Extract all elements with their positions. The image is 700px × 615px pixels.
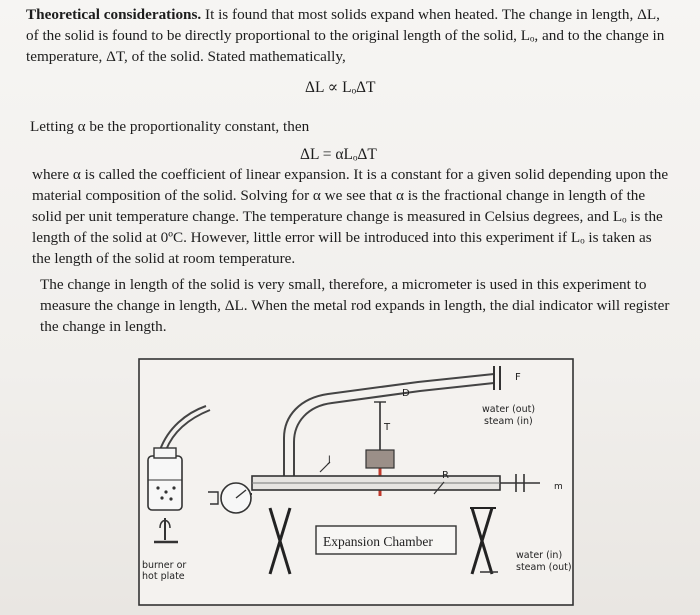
top-port-label-2: steam (in) [484,416,533,427]
label-T: T [384,422,391,433]
burner-label-2: hot plate [142,571,185,582]
bubble [164,490,167,493]
chamber-label: Expansion Chamber [323,534,433,549]
burner-label-1: burner or [142,560,187,571]
apparatus-svg [138,358,574,606]
bubble [169,497,172,500]
intro-text: It is found that most solids expand when heated. The change in length, ΔL, of the solid is found to be directly proportional to the original length of the solid, Lₒ, and to the change in temperature, ΔT, of the solid. Stated mathematically, [26,6,665,65]
bubble [160,496,163,499]
bubble [156,486,159,489]
apparatus-diagram [138,358,574,606]
bottom-port-label-1: water (in) [516,550,563,561]
top-port-label-1: water (out) [482,404,536,415]
thermometer-clamp [366,450,394,468]
section-title: Theoretical considerations. [26,6,202,23]
linear-expansion-equation: ΔL = αLₒΔT [300,146,377,163]
intro-paragraph [26,4,671,67]
coefficient-paragraph: where α is called the coefficient of linear expansion. It is a constant for a given solid depending upon the material composition of the solid. Solving for α we see that α is the fractional change in length of the solid per unit temperature change. The temperature change is measured in Celsius degrees, and Lₒ is the length of the solid at 0ºC. However, little error will be introduced into this experiment if Lₒ is taken as the length of the solid at room temperature. [32,166,669,267]
bottom-port-label-2: steam (out) [516,562,572,573]
boiler-flask [148,456,182,510]
label-J: J [328,455,331,465]
label-m: m [554,482,563,492]
micrometer-paragraph: The change in length of the solid is very small, therefore, a micrometer is used in this experiment to measure the change in length, ΔL. When the metal rod expands in length, the dial indicator will register the change in length. [40,276,670,335]
boiler-neck [154,448,176,458]
bubble [172,486,175,489]
label-D: D [402,388,410,399]
letting-paragraph: Letting α be the proportionality constant, then [30,118,310,135]
label-R: R [442,470,449,481]
proportionality-equation: ΔL ∝ LₒΔT [305,79,376,96]
label-F: F [515,372,521,383]
